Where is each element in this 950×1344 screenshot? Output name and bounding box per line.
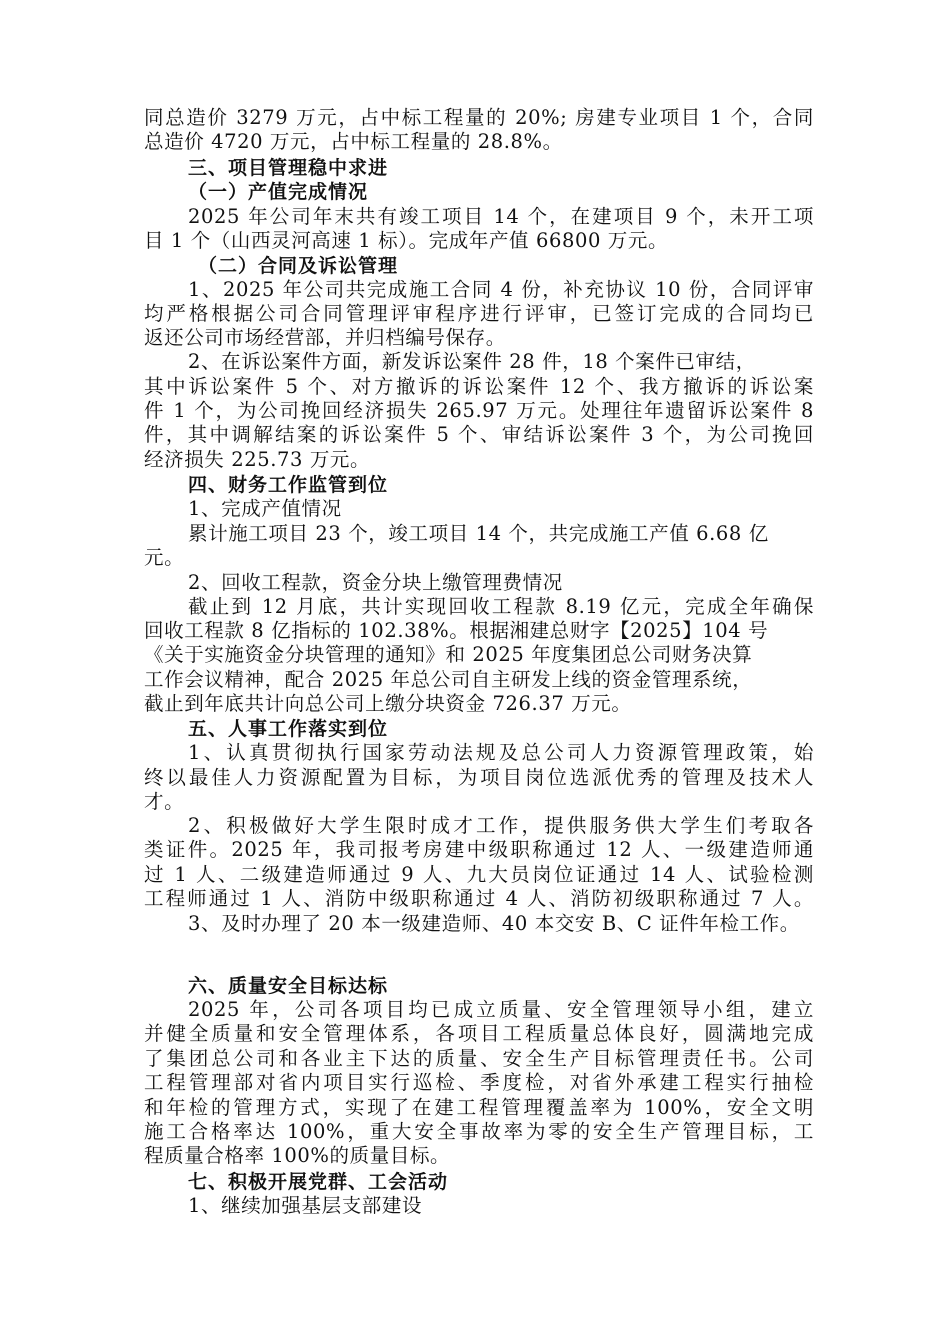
section-heading: 七、积极开展党群、工会活动 bbox=[188, 1171, 449, 1193]
paragraph-line: 目 1 个（山西灵河高速 1 标）。完成年产值 66800 万元。 bbox=[144, 229, 669, 252]
paragraph-line: 同总造价 3279 万元，占中标工程量的 20%; 房建专业项目 1 个，合同 bbox=[144, 106, 814, 129]
paragraph-line: 2、积极做好大学生限时成才工作，提供服务供大学生们考取各 bbox=[188, 814, 814, 837]
paragraph-line: 截止到 12 月底，共计实现回收工程款 8.19 亿元，完成全年确保 bbox=[188, 595, 814, 618]
paragraph-line: 才。 bbox=[144, 790, 185, 813]
paragraph-line: 截止到年底共计向总公司上缴分块资金 726.37 万元。 bbox=[144, 692, 632, 715]
paragraph-line: 件 1 个，为公司挽回经济损失 265.97 万元。处理往年遗留诉讼案件 8 bbox=[144, 399, 814, 422]
section-heading: 四、财务工作监管到位 bbox=[188, 474, 389, 496]
paragraph-line: 2、在诉讼案件方面，新发诉讼案件 28 件，18 个案件已审结， bbox=[188, 350, 756, 373]
paragraph-line: 1、完成产值情况 bbox=[188, 497, 342, 520]
paragraph-line: 1、2025 年公司共完成施工合同 4 份，补充协议 10 份，合同评审 bbox=[188, 278, 814, 301]
paragraph-line: 累计施工项目 23 个，竣工项目 14 个，共完成施工产值 6.68 亿 bbox=[188, 522, 769, 545]
subsection-heading: （二）合同及诉讼管理 bbox=[198, 255, 399, 277]
subsection-heading: （一）产值完成情况 bbox=[188, 181, 369, 203]
paragraph-line: 3、及时办理了 20 本一级建造师、40 本交安 B、C 证件年检工作。 bbox=[188, 912, 800, 935]
paragraph-line: 1、认真贯彻执行国家劳动法规及总公司人力资源管理政策，始 bbox=[188, 741, 814, 764]
section-heading: 六、质量安全目标达标 bbox=[188, 975, 389, 997]
paragraph-line: 工程管理部对省内项目实行巡检、季度检，对省外承建工程实行抽检 bbox=[144, 1071, 814, 1094]
paragraph-line: 其中诉讼案件 5 个、对方撤诉的诉讼案件 12 个、我方撤诉的诉讼案 bbox=[144, 375, 814, 398]
paragraph-line: 并健全质量和安全管理体系，各项目工程质量总体良好，圆满地完成 bbox=[144, 1022, 814, 1045]
paragraph-line: 程质量合格率 100%的质量目标。 bbox=[144, 1144, 451, 1167]
paragraph-line: 工程师通过 1 人、消防中级职称通过 4 人、消防初级职称通过 7 人。 bbox=[144, 887, 814, 910]
paragraph-line: 2、回收工程款，资金分块上缴管理费情况 bbox=[188, 571, 563, 594]
paragraph-line: 2025 年，公司各项目均已成立质量、安全管理领导小组，建立 bbox=[188, 998, 814, 1021]
paragraph-line: 施工合格率达 100%，重大安全事故率为零的安全生产管理目标，工 bbox=[144, 1120, 814, 1143]
paragraph-line: 回收工程款 8 亿指标的 102.38%。根据湘建总财字【2025】104 号 bbox=[144, 619, 769, 642]
section-heading: 五、人事工作落实到位 bbox=[188, 718, 389, 740]
paragraph-line: 终以最佳人力资源配置为目标，为项目岗位选派优秀的管理及技术人 bbox=[144, 766, 814, 789]
paragraph-line: 类证件。2025 年，我司报考房建中级职称通过 12 人、一级建造师通 bbox=[144, 838, 814, 861]
paragraph-line: 2025 年公司年末共有竣工项目 14 个，在建项目 9 个，未开工项 bbox=[188, 205, 814, 228]
paragraph-line: 经济损失 225.73 万元。 bbox=[144, 448, 371, 471]
paragraph-line: 件，其中调解结案的诉讼案件 5 个、审结诉讼案件 3 个，为公司挽回 bbox=[144, 423, 814, 446]
section-heading: 三、项目管理稳中求进 bbox=[188, 157, 389, 179]
paragraph-line: 工作会议精神，配合 2025 年总公司自主研发上线的资金管理系统， bbox=[144, 668, 753, 691]
paragraph-line: 了集团总公司和各业主下达的质量、安全生产目标管理责任书。公司 bbox=[144, 1047, 814, 1070]
paragraph-line: 《关于实施资金分块管理的通知》和 2025 年度集团总公司财务决算 bbox=[144, 643, 753, 666]
paragraph-line: 均严格根据公司合同管理评审程序进行评审，已签订完成的合同均已 bbox=[144, 302, 814, 325]
paragraph-line: 和年检的管理方式，实现了在建工程管理覆盖率为 100%，安全文明 bbox=[144, 1096, 814, 1119]
paragraph-line: 1、继续加强基层支部建设 bbox=[188, 1194, 423, 1217]
paragraph-line: 返还公司市场经营部，并归档编号保存。 bbox=[144, 326, 506, 349]
paragraph-line: 总造价 4720 万元，占中标工程量的 28.8%。 bbox=[144, 130, 563, 153]
paragraph-line: 元。 bbox=[144, 546, 185, 569]
paragraph-line: 过 1 人、二级建造师通过 9 人、九大员岗位证通过 14 人、试验检测 bbox=[144, 863, 814, 886]
